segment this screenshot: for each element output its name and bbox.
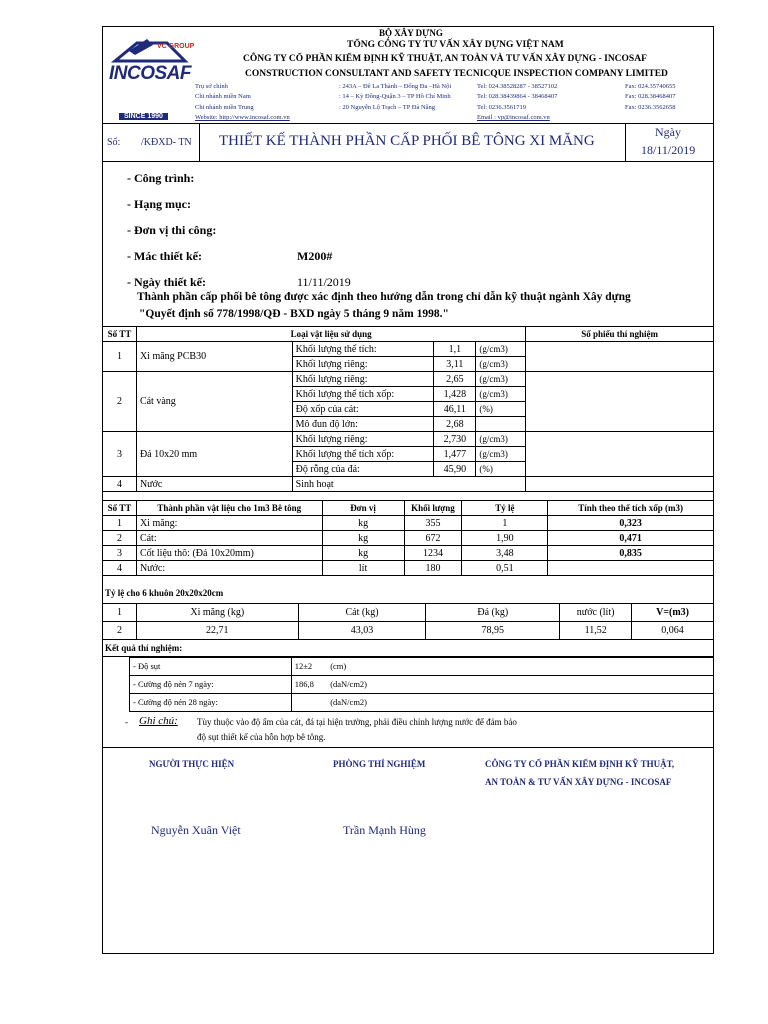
lab-title: PHÒNG THÍ NGHIỆM <box>333 759 426 769</box>
results-title: Kết quả thí nghiệm: <box>105 643 183 653</box>
materials-table <box>102 326 714 492</box>
office-fax-3: Fax: 0236.3562658 <box>625 104 676 111</box>
mix-unit: kg <box>322 546 404 561</box>
mix-volume <box>548 561 714 576</box>
test-sheet-cell <box>526 372 714 432</box>
office-address-1: : 243A – Đê La Thành – Đống Đa –Hà Nội <box>339 83 452 90</box>
mat-prop: Khối lượng riêng: <box>292 357 434 372</box>
office-address-3: : 20 Nguyễn Lộ Trạch – TP Đà Nẵng <box>339 104 436 111</box>
results-table <box>129 657 714 712</box>
molds-header-cement: Xi măng (kg) <box>136 604 298 622</box>
mat-prop: Khối lượng thể tích xốp: <box>292 447 434 462</box>
mat-stt: 1 <box>103 342 137 372</box>
mat-name: Xi măng PCB30 <box>136 342 292 372</box>
molds-stone: 78,95 <box>426 622 560 640</box>
office-address-2: : 14 – Kỳ Đồng-Quận 3 – TP Hồ Chí Minh <box>339 93 451 100</box>
ministry-name-text: BỘ XÂY DỰNG <box>379 28 443 38</box>
header-mass: Khối lượng <box>404 501 462 516</box>
mat-value: 2,68 <box>434 417 476 432</box>
header-volume: Tính theo thể tích xốp (m3) <box>548 501 714 516</box>
mat-value: 3,11 <box>434 357 476 372</box>
header-unit: Đơn vị <box>322 501 404 516</box>
mix-mass: 355 <box>404 516 462 531</box>
molds-header-volume: V=(m3) <box>632 604 714 622</box>
mix-stt: 1 <box>103 516 137 531</box>
ngay-label: - Ngày thiết kế: <box>127 275 206 289</box>
molds-cement: 22,71 <box>136 622 298 640</box>
performer-name: Nguyễn Xuân Việt <box>151 823 241 837</box>
company-sign-line-2: AN TOÀN & TƯ VẤN XÂY DỰNG - INCOSAF <box>485 777 672 787</box>
mat-unit: (g/cm3) <box>476 447 526 462</box>
date-label: Ngày <box>655 125 681 139</box>
logo-name: INCOSAF <box>109 63 191 84</box>
mix-ratio: 1,90 <box>462 531 548 546</box>
date-value: 18/11/2019 <box>641 143 696 157</box>
result-label: - Cường độ nén 28 ngày: <box>130 694 292 712</box>
mix-volume: 0,835 <box>548 546 714 561</box>
note-line-2: "Quyết định số 778/1998/QĐ - BXD ngày 5 tháng 9 năm 1998." <box>139 308 449 320</box>
mat-stt: 3 <box>103 432 137 477</box>
company-logo <box>107 31 195 120</box>
mix-stt: 4 <box>103 561 137 576</box>
corporation-name: TỔNG CÔNG TY TƯ VẤN XÂY DỰNG VIỆT NAM <box>347 40 564 50</box>
mix-volume: 0,323 <box>548 516 714 531</box>
mix-stt: 2 <box>103 531 137 546</box>
molds-header-stt: 1 <box>103 604 137 622</box>
performer-title: NGƯỜI THỰC HIỆN <box>149 759 235 769</box>
mix-mass: 672 <box>404 531 462 546</box>
mat-unit: (%) <box>476 402 526 417</box>
mix-stt: 3 <box>103 546 137 561</box>
mix-name: Cốt liệu thô: (Đá 10x20mm) <box>136 546 322 561</box>
mat-name: Đá 10x20 mm <box>136 432 292 477</box>
mat-stt: 2 <box>103 372 137 432</box>
result-value: 12±2 <box>291 658 327 676</box>
test-sheet-cell <box>526 342 714 372</box>
mix-name: Cát: <box>136 531 322 546</box>
so-value: /KĐXD- TN <box>141 137 192 148</box>
molds-header-stone: Đá (kg) <box>426 604 560 622</box>
note-line-1: Tùy thuộc vào độ ẩm của cát, đá tại hiện trường, phải điều chỉnh lượng nước để đảm bảo <box>197 717 517 727</box>
molds-sand: 43,03 <box>298 622 426 640</box>
document-sheet <box>102 26 714 954</box>
molds-title: Tỷ lệ cho 6 khuôn 20x20x20cm <box>105 588 224 598</box>
mat-name: Nước <box>136 477 292 492</box>
mat-unit: (g/cm3) <box>476 372 526 387</box>
test-sheet-cell <box>526 432 714 477</box>
cong-trinh-label: - Công trình: <box>127 171 195 185</box>
office-tel-2: Tel: 028.38439864 - 38468407 <box>477 93 558 100</box>
mat-value: 46,11 <box>434 402 476 417</box>
result-label: - Độ sụt <box>130 658 292 676</box>
result-label: - Cường độ nén 7 ngày: <box>130 676 292 694</box>
note-line-2: độ sụt thiết kế của hỗn hợp bê tông. <box>197 732 326 742</box>
office-fax-1: Fax: 024.35740655 <box>625 83 676 90</box>
office-tel-3: Tel: 0236.3561719 <box>477 104 527 111</box>
mat-unit <box>476 417 526 432</box>
molds-water: 11,52 <box>560 622 632 640</box>
mat-value: 1,477 <box>434 447 476 462</box>
company-name-vi: CÔNG TY CỔ PHẦN KIỂM ĐỊNH KỸ THUẬT, AN TOÀN VÀ TƯ VẤN XÂY DỰNG - INCOSAF <box>243 54 647 64</box>
mix-name: Nước: <box>136 561 322 576</box>
mat-value: 2,730 <box>434 432 476 447</box>
mac-label: - Mác thiết kế: <box>127 249 202 263</box>
mat-value: 1,1 <box>434 342 476 357</box>
result-value <box>291 694 327 712</box>
header-stt: Số TT <box>103 327 137 342</box>
mix-table <box>102 500 714 576</box>
mix-ratio: 3,48 <box>462 546 548 561</box>
don-vi-label: - Đơn vị thi công: <box>127 223 217 237</box>
email-link[interactable]: Email : vp@incosaf.com.vn <box>477 114 550 121</box>
mat-unit: (g/cm3) <box>476 357 526 372</box>
molds-row-stt: 2 <box>103 622 137 640</box>
so-label: Số: <box>107 137 121 148</box>
mix-ratio: 0,51 <box>462 561 548 576</box>
mat-unit: (%) <box>476 462 526 477</box>
header-test-sheet: Số phiếu thí nghiệm <box>526 327 714 342</box>
mix-unit: kg <box>322 531 404 546</box>
mat-prop: Khối lượng thể tích xốp: <box>292 387 434 402</box>
mat-prop: Sinh hoạt <box>292 477 526 492</box>
header-ratio: Tỷ lệ <box>462 501 548 516</box>
divider <box>103 747 713 748</box>
note-label: Ghi chú: <box>139 715 178 727</box>
mix-unit: kg <box>322 516 404 531</box>
mat-unit: (g/cm3) <box>476 432 526 447</box>
logo-group-text: VC GROUP <box>157 43 195 50</box>
result-unit: (cm) <box>327 658 713 676</box>
mat-stt: 4 <box>103 477 137 492</box>
mat-unit: (g/cm3) <box>476 342 526 357</box>
mat-prop: Khối lượng riêng: <box>292 432 434 447</box>
molds-volume: 0,064 <box>632 622 714 640</box>
header-stt: Số TT <box>103 501 137 516</box>
divider <box>625 123 626 161</box>
company-name-en: CONSTRUCTION CONSULTANT AND SAFETY TECNICQUE INSPECTION COMPANY LIMITED <box>245 69 668 79</box>
mat-name: Cát vàng <box>136 372 292 432</box>
mat-prop: Độ xốp của cát: <box>292 402 434 417</box>
molds-header-water: nước (lít) <box>560 604 632 622</box>
mix-mass: 180 <box>404 561 462 576</box>
website-link[interactable]: Website: http://www.incosaf.com.vn <box>195 114 290 121</box>
mat-prop: Khối lượng thể tích: <box>292 342 434 357</box>
mat-unit: (g/cm3) <box>476 387 526 402</box>
note-line-1: Thành phần cấp phối bê tông được xác định theo hướng dẫn trong chỉ dẫn kỹ thuật ngành Xây dựng <box>137 291 631 303</box>
mat-value: 2,65 <box>434 372 476 387</box>
logo-since: SINCE 1990 <box>119 113 168 120</box>
hang-muc-label: - Hạng mục: <box>127 197 191 211</box>
mix-unit: lít <box>322 561 404 576</box>
header-component: Thành phần vật liệu cho 1m3 Bê tông <box>136 501 322 516</box>
mat-prop: Mô đun độ lớn: <box>292 417 434 432</box>
mat-prop: Khối lượng riêng: <box>292 372 434 387</box>
result-unit: (daN/cm2) <box>327 676 713 694</box>
molds-table <box>102 603 714 640</box>
result-unit: (daN/cm2) <box>327 694 713 712</box>
mix-volume: 0,471 <box>548 531 714 546</box>
divider <box>103 123 713 124</box>
mix-mass: 1234 <box>404 546 462 561</box>
mat-value: 1,428 <box>434 387 476 402</box>
office-label-3: Chi nhánh miền Trung <box>195 104 254 111</box>
mat-prop: Độ rỗng của đá: <box>292 462 434 477</box>
result-value: 186,8 <box>291 676 327 694</box>
office-label-1: Trụ sở chính <box>195 83 228 90</box>
divider <box>103 161 713 162</box>
lab-name: Trần Mạnh Hùng <box>343 823 426 837</box>
office-fax-2: Fax: 028.38468407 <box>625 93 676 100</box>
mix-ratio: 1 <box>462 516 548 531</box>
company-sign-line-1: CÔNG TY CỔ PHẦN KIỂM ĐỊNH KỸ THUẬT, <box>485 759 675 769</box>
molds-header-sand: Cát (kg) <box>298 604 426 622</box>
mix-name: Xi măng: <box>136 516 322 531</box>
mac-value: M200# <box>297 249 333 263</box>
note-dash: - <box>125 717 128 727</box>
header-material-type: Loại vật liệu sử dụng <box>136 327 525 342</box>
office-label-2: Chi nhánh miền Nam <box>195 93 251 100</box>
office-tel-1: Tel: 024.38528287 - 38527102 <box>477 83 558 90</box>
test-sheet-cell <box>526 477 714 492</box>
ngay-value: 11/11/2019 <box>297 275 351 289</box>
mat-value: 45,90 <box>434 462 476 477</box>
document-title: THIẾT KẾ THÀNH PHẦN CẤP PHỐI BÊ TÔNG XI MĂNG <box>219 133 595 149</box>
divider <box>199 123 200 161</box>
